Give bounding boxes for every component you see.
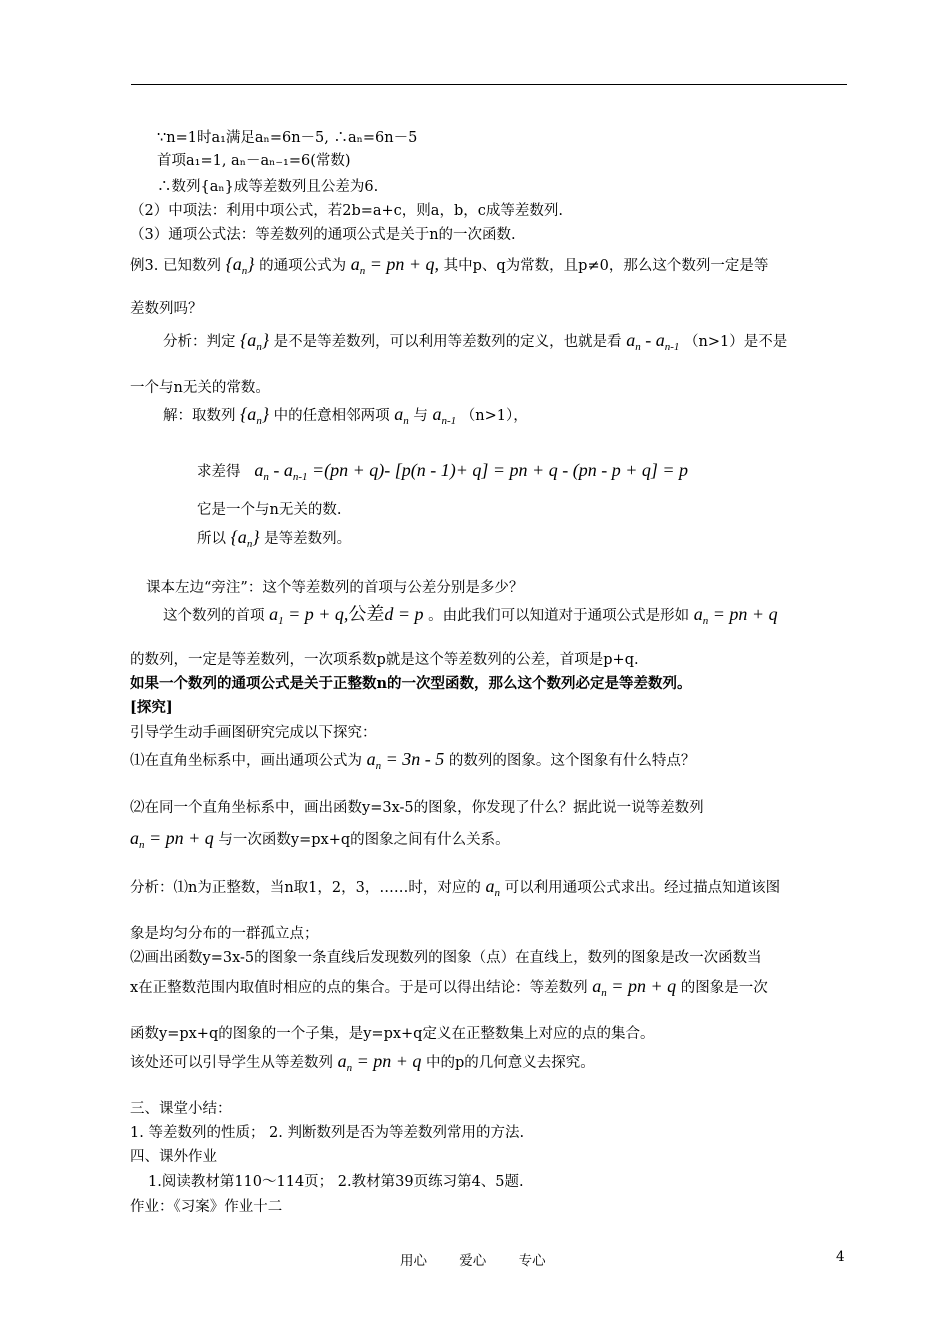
page-footer [400, 1249, 574, 1269]
text-line: （3）通项公式法：等差数列的通项公式是关于n的一次函数. [130, 227, 516, 243]
text-line: （2）中项法：利用中项公式，若2b=a+c，则a，b，c成等差数列. [130, 203, 563, 219]
text-line: 差数列吗？ [130, 301, 203, 317]
question-2-cont: $a_n$ = pn + q 与一次函数y=px+q的图象之间有什么关系。 [130, 828, 510, 851]
conclusion-line: 所以 $\{a_n\}$ 是等差数列。 [197, 527, 352, 550]
text-line: 引导学生动手画图研究完成以下探究： [130, 725, 377, 741]
header-rule [131, 84, 847, 85]
footer-text: 爱心 [459, 1253, 487, 1269]
text-line: ∴数列{aₙ}成等差数列且公差为6. [157, 179, 379, 195]
section-heading: 三、课堂小结： [130, 1101, 232, 1117]
text-line: 首项a₁=1, aₙ－aₙ₋₁=6(常数) [157, 153, 351, 169]
footer-text: 专心 [518, 1253, 546, 1269]
math-formula: $a_n$ = pn + q [130, 828, 214, 851]
math-formula: $a_n$ = pn + q, [350, 254, 439, 277]
text-line: ∵n=1时a₁满足aₙ=6n－5, ∴aₙ=6n－5 [157, 130, 418, 146]
math-difference: $a_n - a_{n-1} =(pn + q)-$ [p(n - 1)+ q] = pn + q - (pn - p + q] = p [254, 460, 688, 483]
answer-3: 该处还可以引导学生从等差数列 $a_n$ = pn + q 中的p的几何意义去探究。 [130, 1051, 595, 1074]
math-seq: $\{a_n\}$ [230, 527, 260, 550]
math-term: $a_n$ [394, 404, 409, 427]
text-line: 它是一个与n无关的数. [197, 502, 342, 518]
text-line: 象是均匀分布的一群孤立点； [130, 926, 319, 942]
math-formula: $a_n$ = pn + q [592, 976, 677, 999]
text-line: 的数列，一定是等差数列，一次项系数p就是这个等差数列的公差，首项是p+q. [130, 652, 639, 668]
math-diff: $a_n - a_{n-1}$ [626, 330, 680, 353]
text-line: 1. 等差数列的性质； 2. 判断数列是否为等差数列常用的方法. [130, 1125, 525, 1141]
footer-text: 用心 [400, 1253, 427, 1269]
example-3-line: 例3. 已知数列 $\{a_n\}$ 的通项公式为 $a_n$ = pn + q, 其中p、q为常数，且p≠0，那么这个数列一定是等 [130, 254, 769, 277]
math-formula: $a_n$ = pn + q [337, 1051, 422, 1074]
math-seq: $\{a_n\}$ [240, 330, 270, 353]
text-line: ⑵在同一个直角坐标系中，画出函数y=3x-5的图象，你发现了什么？据此说一说等差数列 [130, 800, 704, 816]
section-heading: 四、课外作业 [130, 1149, 217, 1165]
text-line: 一个与n无关的常数。 [130, 380, 270, 396]
question-1: ⑴在直角坐标系中，画出通项公式为 $a_n = 3n - 5$ 的数列的图象。这个图象有什么特点？ [130, 749, 696, 772]
difference-line: 求差得 $a_n - a_{n-1} =(pn + q)-$ [p(n - 1)+ q] = pn + q - (pn - p + q] = p [197, 460, 688, 483]
bold-conclusion: 如果一个数列的通项公式是关于正整数n的一次型函数，那么这个数列必定是等差数列。 [130, 675, 692, 692]
text-line: 课本左边“旁注”：这个等差数列的首项与公差分别是多少？ [146, 580, 524, 596]
homework-line: 作业：《习案》作业十二 [130, 1199, 283, 1215]
text-line: 函数y=px+q的图象的一个子集，是y=px+q定义在正整数集上对应的点的集合。 [130, 1026, 655, 1042]
math-term: $a_n$ [485, 876, 500, 899]
analysis-line: 分析：判定 $\{a_n\}$ 是不是等差数列，可以利用等差数列的定义，也就是看 $a_n - a_{n-1}$ （n>1）是不是 [163, 330, 788, 353]
answer-2: x在正整数范围内取值时相应的点的集合。于是可以得出结论：等差数列 $a_n$ = pn + q 的图象是一次 [130, 976, 768, 999]
text-line: ⑵画出函数y=3x-5的图象一条直线后发现数列的图象（点）在直线上，数列的图象是改一次函数当 [130, 950, 762, 966]
answer-1: 分析：⑴n为正整数，当n取1，2，3，……时，对应的 $a_n$ 可以利用通项公式求出。经过描点知道该图 [130, 876, 781, 899]
math-formula: $a_n = 3n - 5$ [366, 749, 445, 772]
text-line: 1.阅读教材第110～114页； 2.教材第39页练习第4、5题. [148, 1174, 524, 1190]
page-number: 4 [836, 1249, 845, 1265]
math-first-term: $a_1 = p + q$, [269, 604, 349, 627]
math-seq: $\{a_n\}$ [225, 254, 255, 277]
math-seq: $\{a_n\}$ [240, 404, 270, 427]
math-term: $a_{n-1}$ [432, 404, 457, 427]
first-term-line: 这个数列的首项 $a_1 = p + q$,公差d = p 。由此我们可以知道对于通项公式是形如 $a_n$ = pn + q [163, 604, 778, 627]
math-formula: $a_n$ = pn + q [693, 604, 778, 627]
section-explore: [探究] [130, 699, 173, 716]
solution-line: 解：取数列 $\{a_n\}$ 中的任意相邻两项 $a_n$ 与 $a_{n-1}$ （n>1）， [163, 404, 528, 427]
